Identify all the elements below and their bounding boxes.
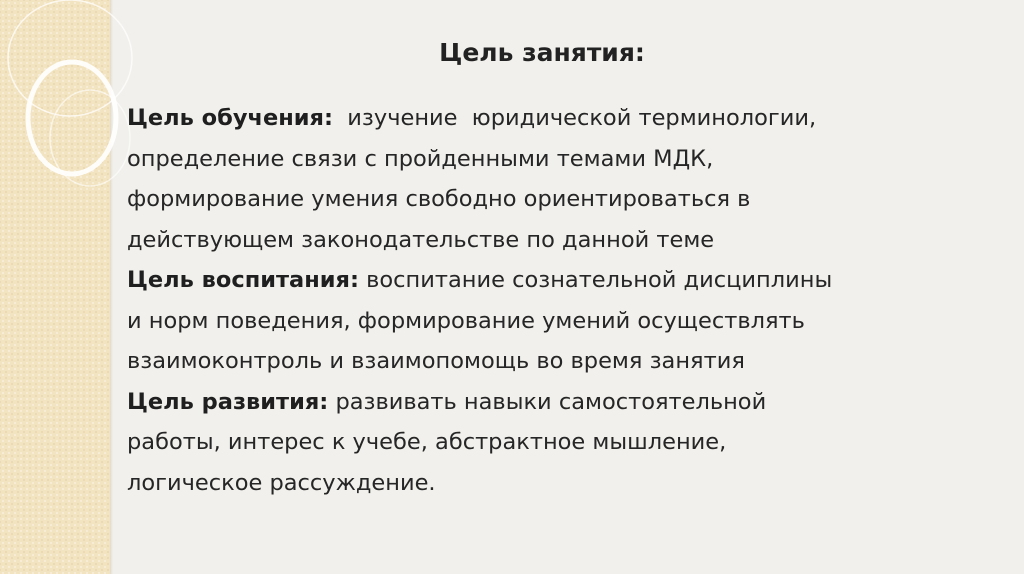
section-text: действующем законодательстве по данной теме: [127, 226, 715, 253]
section-text: и норм поведения, формирование умений осуществлять: [127, 307, 805, 334]
section-label-upbringing: Цель воспитания:: [127, 267, 359, 293]
section-text: развивать навыки самостоятельной: [328, 388, 767, 415]
section-text: работы, интерес к учебе, абстрактное мышление,: [127, 429, 727, 455]
slide-title: Цель занятия:: [439, 38, 645, 67]
section-text: определение связи с пройденными темами МДК,: [127, 145, 714, 172]
section-text: логическое рассуждение.: [127, 469, 436, 496]
slide-content: [127, 98, 1007, 503]
section-text: воспитание сознательной дисциплины: [359, 267, 833, 293]
section-development-line-1: [127, 382, 1007, 423]
section-text: изучение юридической терминологии,: [332, 105, 817, 131]
section-upbringing-line-1: [127, 260, 1007, 301]
section-label-training: Цель обучения:: [127, 105, 333, 131]
section-text: взаимоконтроль и взаимопомощь во время занятия: [127, 348, 745, 374]
section-label-development: Цель развития:: [127, 388, 329, 415]
section-training-line-1: [127, 98, 1007, 139]
section-text: формирование умения свободно ориентироваться в: [127, 186, 751, 212]
